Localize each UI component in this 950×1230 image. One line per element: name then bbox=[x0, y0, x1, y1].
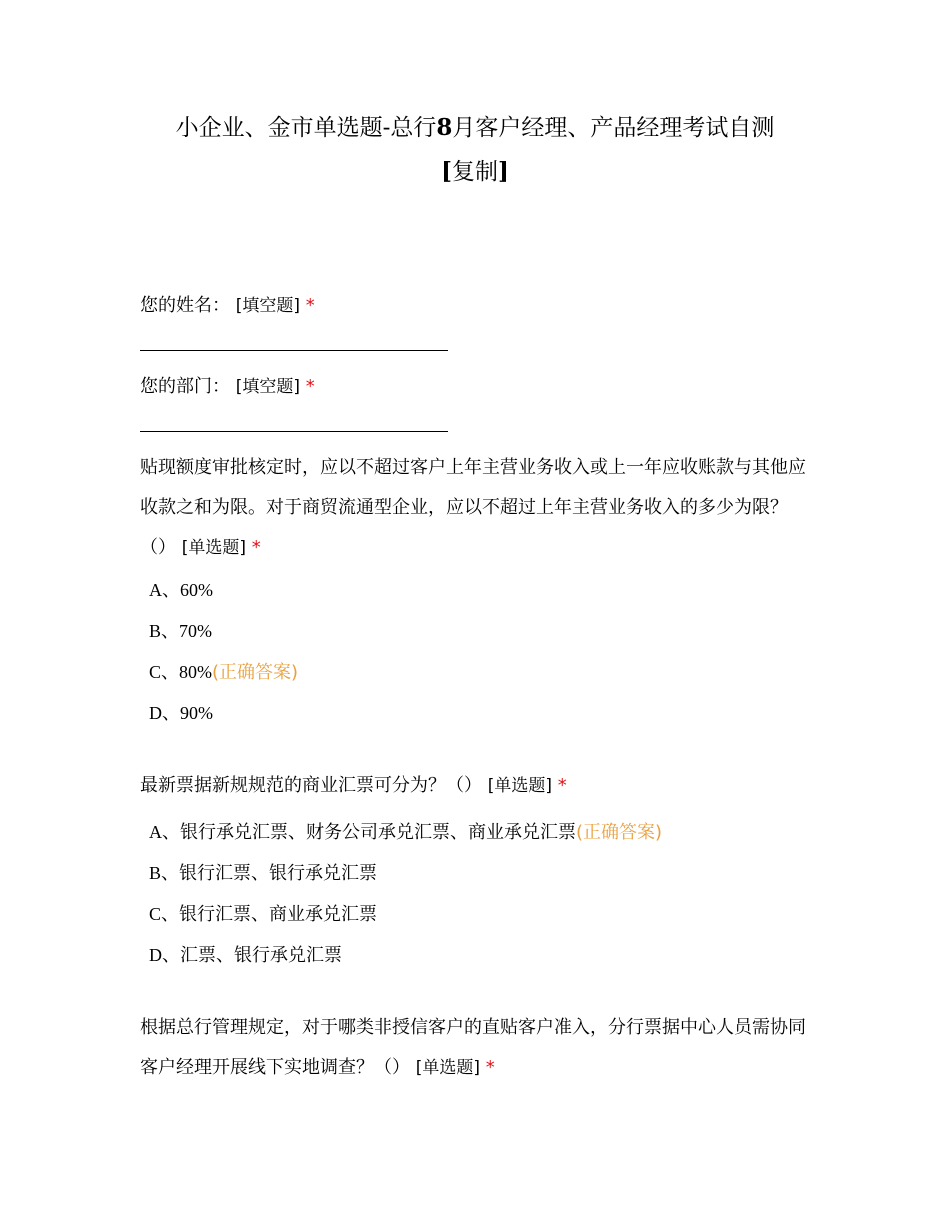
question-text: 您的部门： [填空题] * bbox=[140, 376, 315, 397]
options-list bbox=[140, 812, 812, 976]
name-answer-line[interactable] bbox=[140, 350, 448, 351]
page-title bbox=[140, 106, 810, 194]
question-type-tag: [单选题] bbox=[487, 776, 552, 796]
department-answer-line[interactable] bbox=[140, 431, 448, 432]
options-list bbox=[140, 570, 812, 734]
question-department bbox=[140, 367, 812, 407]
option-a[interactable]: A、60% bbox=[149, 580, 213, 600]
option-c[interactable]: C、银行汇票、商业承兑汇票 bbox=[149, 904, 378, 925]
required-mark: * bbox=[557, 775, 567, 796]
question-text: 贴现额度审批核定时，应以不超过客户上年主营业务收入或上一年应收账款与其他应收款之和为限。对于商贸流通型企业，应以不超过上年主营业务收入的多少为限？（） [单选题] * bbox=[140, 457, 806, 558]
question-onsite-survey bbox=[140, 1008, 812, 1088]
required-mark: * bbox=[251, 537, 261, 558]
title-text-end: 月客户经理、产品经理考试自测 bbox=[452, 115, 775, 141]
title-number: 8 bbox=[436, 114, 453, 141]
option-b[interactable]: B、70% bbox=[149, 621, 213, 641]
title-text-start: 小企业、金市单选题-总行 bbox=[175, 115, 437, 141]
question-type-tag: [填空题] bbox=[235, 296, 300, 316]
required-mark: * bbox=[305, 295, 315, 316]
copy-tag: [复制] bbox=[441, 158, 509, 185]
question-name bbox=[140, 286, 812, 326]
question-type-tag: [单选题] bbox=[415, 1058, 480, 1078]
question-bill-types bbox=[140, 766, 812, 806]
correct-answer-label: (正确答案) bbox=[576, 822, 663, 843]
question-discount-limit bbox=[140, 448, 812, 568]
option-c[interactable]: C、80%(正确答案) bbox=[149, 662, 299, 683]
question-text: 您的姓名： [填空题] * bbox=[140, 295, 315, 316]
option-b[interactable]: B、银行汇票、银行承兑汇票 bbox=[149, 863, 378, 884]
question-text: 根据总行管理规定，对于哪类非授信客户的直贴客户准入，分行票据中心人员需协同客户经理开展线下实地调查？（） [单选题] * bbox=[140, 1017, 806, 1078]
question-text: 最新票据新规规范的商业汇票可分为？（） [单选题] * bbox=[140, 775, 567, 796]
question-type-tag: [单选题] bbox=[181, 538, 246, 558]
option-a[interactable]: A、银行承兑汇票、财务公司承兑汇票、商业承兑汇票(正确答案) bbox=[149, 822, 663, 843]
question-type-tag: [填空题] bbox=[235, 377, 300, 397]
option-d[interactable]: D、汇票、银行承兑汇票 bbox=[149, 945, 342, 966]
correct-answer-label: (正确答案) bbox=[212, 662, 299, 683]
option-d[interactable]: D、90% bbox=[149, 703, 213, 723]
required-mark: * bbox=[305, 376, 315, 397]
required-mark: * bbox=[485, 1057, 495, 1078]
